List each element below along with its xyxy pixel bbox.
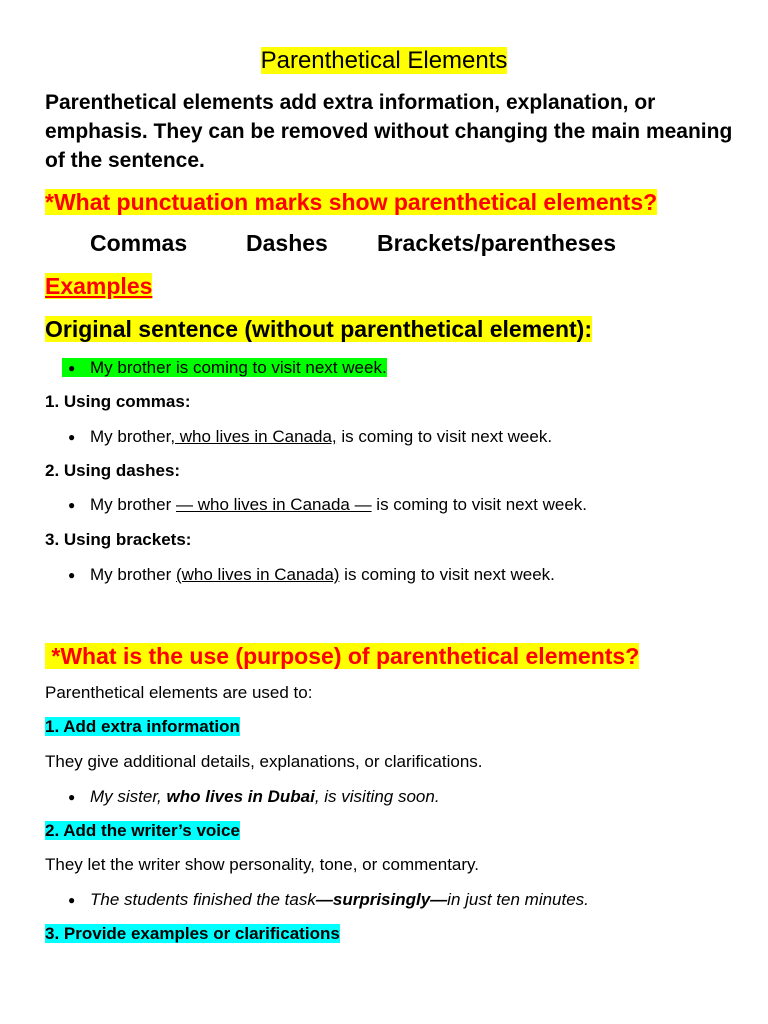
bullet-icon: ● xyxy=(68,498,76,512)
use1-example xyxy=(68,786,440,808)
brackets-parenthetical: (who lives in Canada) xyxy=(175,565,340,584)
mark-commas: Commas xyxy=(90,230,188,256)
mark-dashes: Dashes xyxy=(246,230,328,256)
use2-example-bold: —surprisingly— xyxy=(315,890,448,909)
brackets-pre: My brother xyxy=(90,565,176,584)
question-punctuation: *What punctuation marks show parenthetical elements? xyxy=(45,189,658,215)
use1-example-pre: My sister, xyxy=(90,787,167,806)
brackets-heading: 3. Using brackets: xyxy=(45,530,192,549)
use1-example-post: , is visiting soon. xyxy=(314,787,440,806)
use1-heading-wrap xyxy=(45,716,240,738)
use2-heading: 2. Add the writer’s voice xyxy=(45,821,240,840)
use1-heading: 1. Add extra information xyxy=(45,717,240,736)
use3-heading-wrap xyxy=(45,923,340,945)
original-sentence-item xyxy=(68,357,387,379)
bullet-icon: ● xyxy=(68,361,76,375)
use2-example xyxy=(68,889,589,911)
use2-description: They let the writer show personality, tone, or commentary. xyxy=(45,855,479,874)
brackets-post: is coming to visit next week. xyxy=(339,565,555,584)
dashes-example xyxy=(68,494,587,516)
page-title-wrap xyxy=(0,46,768,76)
dashes-pre: My brother xyxy=(90,495,176,514)
commas-example xyxy=(68,426,553,448)
commas-parenthetical: , who lives in Canada, xyxy=(170,427,337,446)
use1-description: They give additional details, explanations, or clarifications. xyxy=(45,752,483,771)
dashes-heading: 2. Using dashes: xyxy=(45,461,181,480)
use2-example-post: in just ten minutes. xyxy=(447,890,589,909)
use2-heading-wrap xyxy=(45,820,240,842)
original-heading: Original sentence (without parenthetical element): xyxy=(45,316,592,342)
dashes-parenthetical: — who lives in Canada — xyxy=(175,495,372,514)
use1-example-bold: who lives in Dubai xyxy=(166,787,315,806)
bullet-icon: ● xyxy=(68,893,76,907)
bullet-icon: ● xyxy=(68,430,76,444)
commas-pre: My brother xyxy=(90,427,171,446)
punctuation-marks-row xyxy=(0,228,768,258)
page-title: Parenthetical Elements xyxy=(260,47,508,74)
question-punctuation-wrap xyxy=(45,187,657,217)
examples-heading: Examples xyxy=(45,273,153,299)
used-to-text: Parenthetical elements are used to: xyxy=(45,683,313,702)
use2-example-pre: The students finished the task xyxy=(90,890,316,909)
question-purpose-wrap xyxy=(45,641,639,671)
use3-heading: 3. Provide examples or clarifications xyxy=(45,924,340,943)
brackets-example xyxy=(68,564,555,586)
bullet-icon: ● xyxy=(68,568,76,582)
intro-paragraph: Parenthetical elements add extra information, explanation, or emphasis. They can be removed without changing the main meaning of the sentence. xyxy=(45,91,733,172)
question-purpose: *What is the use (purpose) of parenthetical elements? xyxy=(45,643,640,669)
examples-heading-wrap xyxy=(45,271,152,301)
original-sentence: My brother is coming to visit next week. xyxy=(62,358,387,377)
dashes-post: is coming to visit next week. xyxy=(371,495,587,514)
commas-heading: 1. Using commas: xyxy=(45,392,191,411)
original-heading-wrap xyxy=(45,314,592,344)
mark-brackets: Brackets/parentheses xyxy=(377,230,617,256)
commas-post: is coming to visit next week. xyxy=(336,427,553,446)
bullet-icon: ● xyxy=(68,790,76,804)
